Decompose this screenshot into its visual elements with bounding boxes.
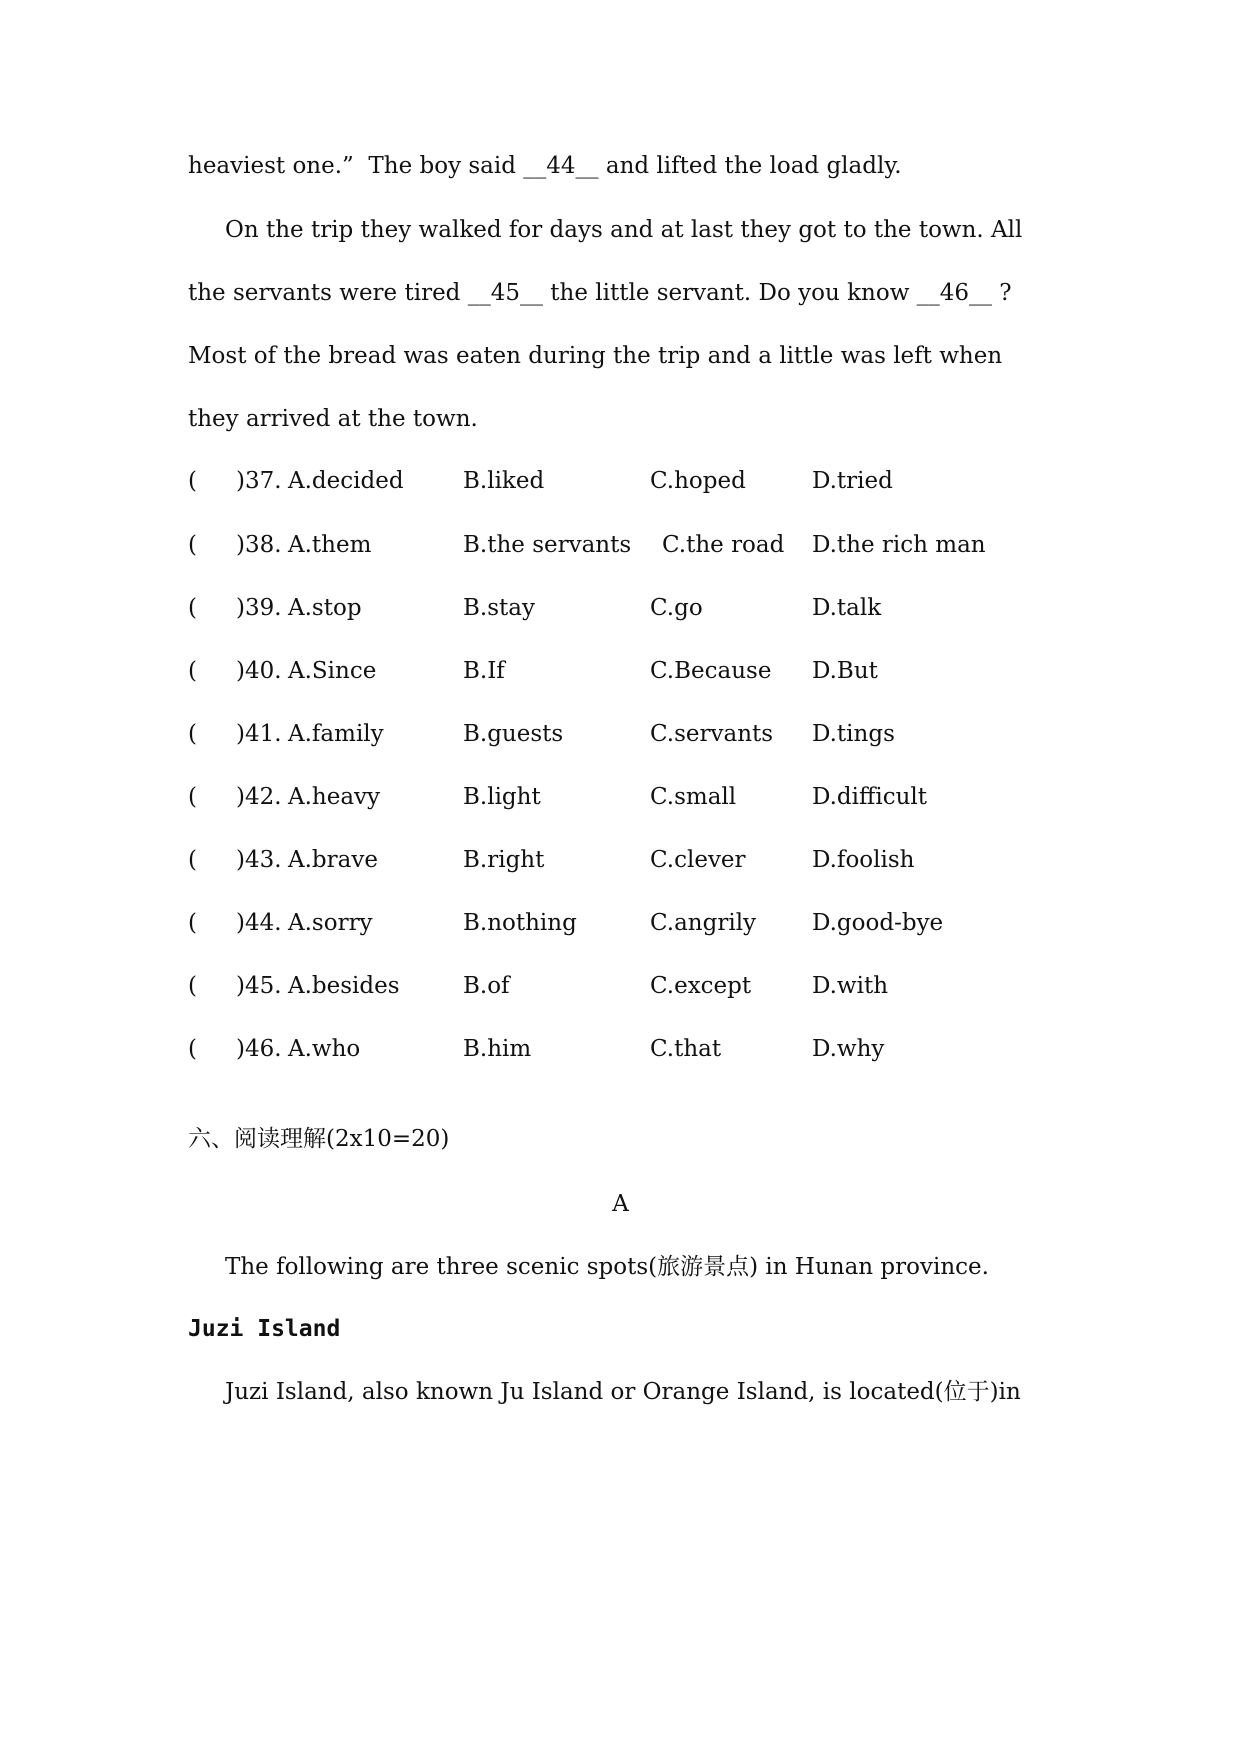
option-a: A.family [288,721,384,747]
option-d: D.the rich man [812,532,986,558]
question-number: )39. [236,595,282,621]
question-number: )38. [236,532,282,558]
option-b: B.liked [463,468,545,494]
option-c: C.clever [650,847,746,873]
question-row [188,971,1058,1001]
option-a: A.Since [288,658,377,684]
passage-line: On the trip they walked for days and at last they got to the town. All [225,217,1023,243]
section-heading: 六、阅读理解(2x10=20) [188,1126,450,1152]
option-a: A.besides [288,973,400,999]
option-b: B.the servants [463,532,632,558]
question-number: )41. [236,721,282,747]
option-a: A.sorry [288,910,373,936]
option-d: D.difficult [812,784,927,810]
answer-blank: ( [188,532,197,558]
passage-line: they arrived at the town. [188,406,478,432]
answer-blank: ( [188,847,197,873]
option-c: C.go [650,595,703,621]
question-row [188,719,1058,749]
question-number: )44. [236,910,282,936]
option-b: B.right [463,847,545,873]
paragraph-start: Juzi Island, also known Ju Island or Orange Island, is located(位于)in [225,1379,1021,1405]
subheading: Juzi Island [188,1316,341,1342]
option-a: A.brave [288,847,378,873]
option-c: C.servants [650,721,774,747]
answer-blank: ( [188,721,197,747]
question-row [188,656,1058,686]
passage-line: heaviest one.” The boy said __44__ and lifted the load gladly. [188,153,902,179]
question-number: )45. [236,973,282,999]
question-row [188,593,1058,623]
option-c: C.that [650,1036,722,1062]
question-number: )37. [236,468,282,494]
intro-text: The following are three scenic spots(旅游景点) in Hunan province. [225,1254,989,1280]
option-d: D.why [812,1036,885,1062]
option-c: C.the road [662,532,785,558]
question-row [188,782,1058,812]
option-d: D.good-bye [812,910,944,936]
question-row [188,466,1058,496]
part-label: A [612,1191,629,1217]
option-b: B.stay [463,595,535,621]
option-d: D.with [812,973,889,999]
option-d: D.talk [812,595,882,621]
option-d: D.tried [812,468,893,494]
question-row [188,908,1058,938]
option-b: B.light [463,784,541,810]
option-b: B.If [463,658,505,684]
option-b: B.of [463,973,510,999]
option-c: C.small [650,784,737,810]
answer-blank: ( [188,910,197,936]
question-number: )42. [236,784,282,810]
option-d: D.But [812,658,878,684]
option-c: C.angrily [650,910,757,936]
answer-blank: ( [188,595,197,621]
answer-blank: ( [188,658,197,684]
question-row [188,1034,1058,1064]
option-a: A.them [288,532,372,558]
question-number: )43. [236,847,282,873]
answer-blank: ( [188,973,197,999]
option-d: D.tings [812,721,895,747]
question-row [188,845,1058,875]
option-b: B.guests [463,721,564,747]
option-b: B.nothing [463,910,577,936]
option-a: A.who [288,1036,361,1062]
question-number: )40. [236,658,282,684]
option-a: A.heavy [288,784,381,810]
answer-blank: ( [188,784,197,810]
option-d: D.foolish [812,847,915,873]
question-row [188,530,1058,560]
option-c: C.except [650,973,752,999]
option-a: A.stop [288,595,362,621]
option-c: C.Because [650,658,772,684]
answer-blank: ( [188,1036,197,1062]
answer-blank: ( [188,468,197,494]
question-number: )46. [236,1036,282,1062]
passage-line: the servants were tired __45__ the little servant. Do you know __46__ ? [188,280,1012,306]
option-a: A.decided [288,468,404,494]
passage-line: Most of the bread was eaten during the trip and a little was left when [188,343,1003,369]
option-c: C.hoped [650,468,746,494]
option-b: B.him [463,1036,532,1062]
